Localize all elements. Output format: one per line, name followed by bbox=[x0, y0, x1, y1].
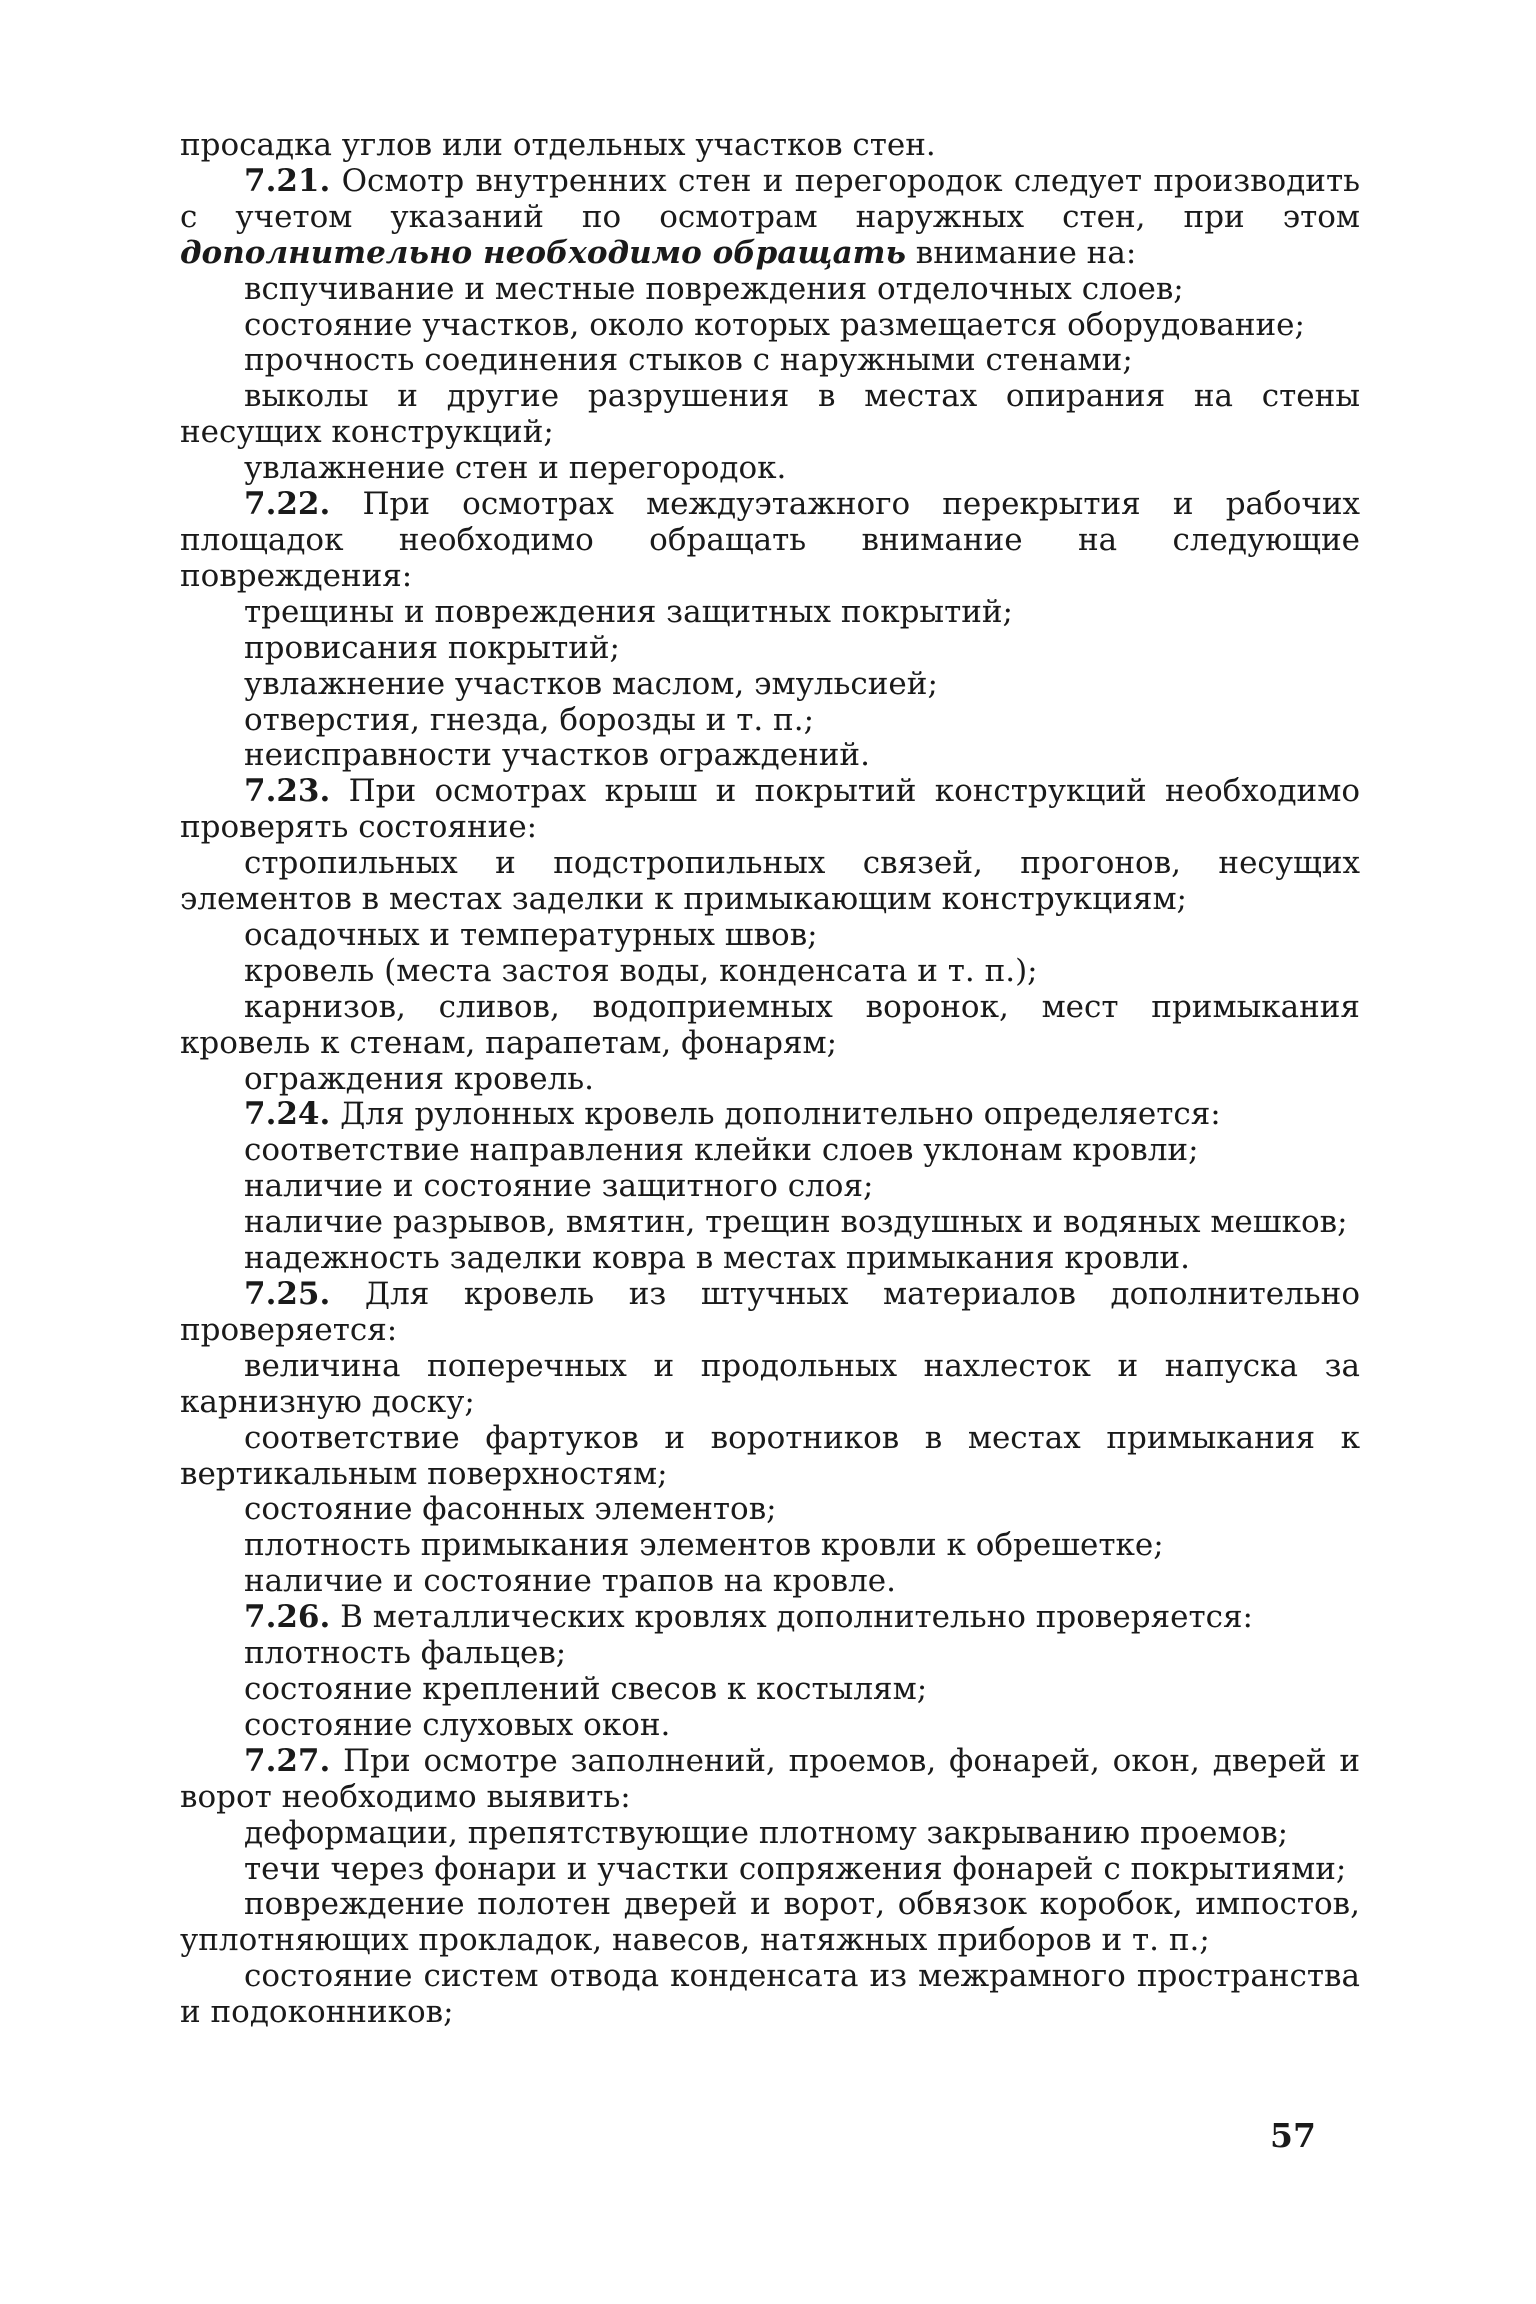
paragraph-text: Осмотр внутренних стен и перегородок следует производить с учетом указаний по осмотрам наружных стен, при этом bbox=[180, 162, 1360, 235]
list-item: плотность фальцев; bbox=[244, 1635, 567, 1672]
section-number: 7.27. bbox=[244, 1742, 331, 1779]
paragraph-text: В металлических кровлях дополнительно проверяется: bbox=[330, 1599, 1253, 1636]
body-text bbox=[180, 128, 1360, 2031]
emphasized-text: дополнительно необходимо обращать bbox=[180, 234, 906, 271]
paragraph-text: Для рулонных кровель дополнительно определяется: bbox=[330, 1096, 1221, 1133]
paragraph-text: Для кровель из штучных материалов дополнительно проверяется: bbox=[180, 1276, 1360, 1348]
list-item: состояние слуховых окон. bbox=[244, 1706, 671, 1743]
list-item: величина поперечных и продольных нахлесток и напуска за карнизную доску; bbox=[180, 1347, 1360, 1420]
list-item: состояние участков, около которых размещается оборудование; bbox=[244, 306, 1305, 343]
paragraph-text: При осмотрах междуэтажного перекрытия и рабочих площадок необходимо обращать внимание на следующие повреждения: bbox=[180, 486, 1360, 594]
list-item: состояние систем отвода конденсата из межрамного пространства и подоконников; bbox=[180, 1958, 1360, 2031]
list-item: провисания покрытий; bbox=[244, 629, 620, 666]
list-item: надежность заделки ковра в местах примыкания кровли. bbox=[244, 1240, 1190, 1277]
list-item: стропильных и подстропильных связей, прогонов, несущих элементов в местах заделки к примыкающим конструкциям; bbox=[180, 845, 1360, 918]
paragraph-text-tail: внимание на: bbox=[905, 234, 1137, 271]
list-item: увлажнение стен и перегородок. bbox=[244, 450, 787, 487]
paragraph-text: При осмотрах крыш и покрытий конструкций необходимо проверять состояние: bbox=[180, 773, 1360, 846]
paragraph-7-21 bbox=[180, 164, 1360, 272]
paragraph-7-24 bbox=[180, 1097, 1360, 1133]
section-number: 7.24. bbox=[244, 1096, 331, 1133]
list-item: карнизов, сливов, водоприемных воронок, мест примыкания кровель к стенам, парапетам, фонарям; bbox=[180, 988, 1360, 1061]
list-item: увлажнение участков маслом, эмульсией; bbox=[244, 665, 938, 702]
list-item: деформации, препятствующие плотному закрыванию проемов; bbox=[244, 1814, 1289, 1851]
list-item: вспучивание и местные повреждения отделочных слоев; bbox=[244, 270, 1184, 307]
list-item: соответствие фартуков и воротников в местах примыкания к вертикальным поверхностям; bbox=[180, 1419, 1360, 1492]
paragraph-continuation: просадка углов или отдельных участков стен. bbox=[180, 127, 936, 163]
list-item: течи через фонари и участки сопряжения фонарей с покрытиями; bbox=[244, 1850, 1347, 1887]
section-number: 7.23. bbox=[244, 773, 331, 810]
list-item: выколы и другие разрушения в местах опирания на стены несущих конструкций; bbox=[180, 378, 1360, 451]
list-item: повреждение полотен дверей и ворот, обвязок коробок, импостов, уплотняющих прокладок, навесов, натяжных приборов и т. п.; bbox=[180, 1886, 1360, 1959]
list-item: состояние креплений свесов к костылям; bbox=[244, 1670, 928, 1707]
list-item: состояние фасонных элементов; bbox=[244, 1491, 777, 1528]
list-item: наличие и состояние трапов на кровле. bbox=[244, 1563, 896, 1600]
section-number: 7.22. bbox=[244, 486, 331, 523]
list-item: отверстия, гнезда, борозды и т. п.; bbox=[244, 701, 815, 738]
list-item: прочность соединения стыков с наружными стенами; bbox=[244, 342, 1133, 379]
section-number: 7.21. bbox=[244, 162, 331, 199]
list-item: неисправности участков ограждений. bbox=[244, 737, 870, 774]
list-item: кровель (места застоя воды, конденсата и т. п.); bbox=[244, 952, 1038, 989]
list-item: осадочных и температурных швов; bbox=[244, 916, 818, 953]
list-item: плотность примыкания элементов кровли к обрешетке; bbox=[244, 1527, 1164, 1564]
paragraph-7-25 bbox=[180, 1277, 1360, 1349]
paragraph-7-22 bbox=[180, 487, 1360, 595]
list-item: соответствие направления клейки слоев уклонам кровли; bbox=[244, 1132, 1199, 1169]
paragraph-7-23 bbox=[180, 774, 1360, 846]
section-number: 7.25. bbox=[244, 1276, 331, 1312]
section-number: 7.26. bbox=[244, 1599, 331, 1636]
paragraph-text: При осмотре заполнений, проемов, фонарей, окон, дверей и ворот необходимо выявить: bbox=[180, 1742, 1360, 1815]
page-number: 57 bbox=[1270, 2116, 1316, 2155]
list-item: наличие разрывов, вмятин, трещин воздушных и водяных мешков; bbox=[244, 1204, 1348, 1241]
paragraph-7-26 bbox=[180, 1600, 1360, 1636]
paragraph-7-27 bbox=[180, 1744, 1360, 1816]
list-item: трещины и повреждения защитных покрытий; bbox=[244, 593, 1014, 630]
list-item: ограждения кровель. bbox=[244, 1060, 595, 1097]
list-item: наличие и состояние защитного слоя; bbox=[244, 1168, 874, 1205]
